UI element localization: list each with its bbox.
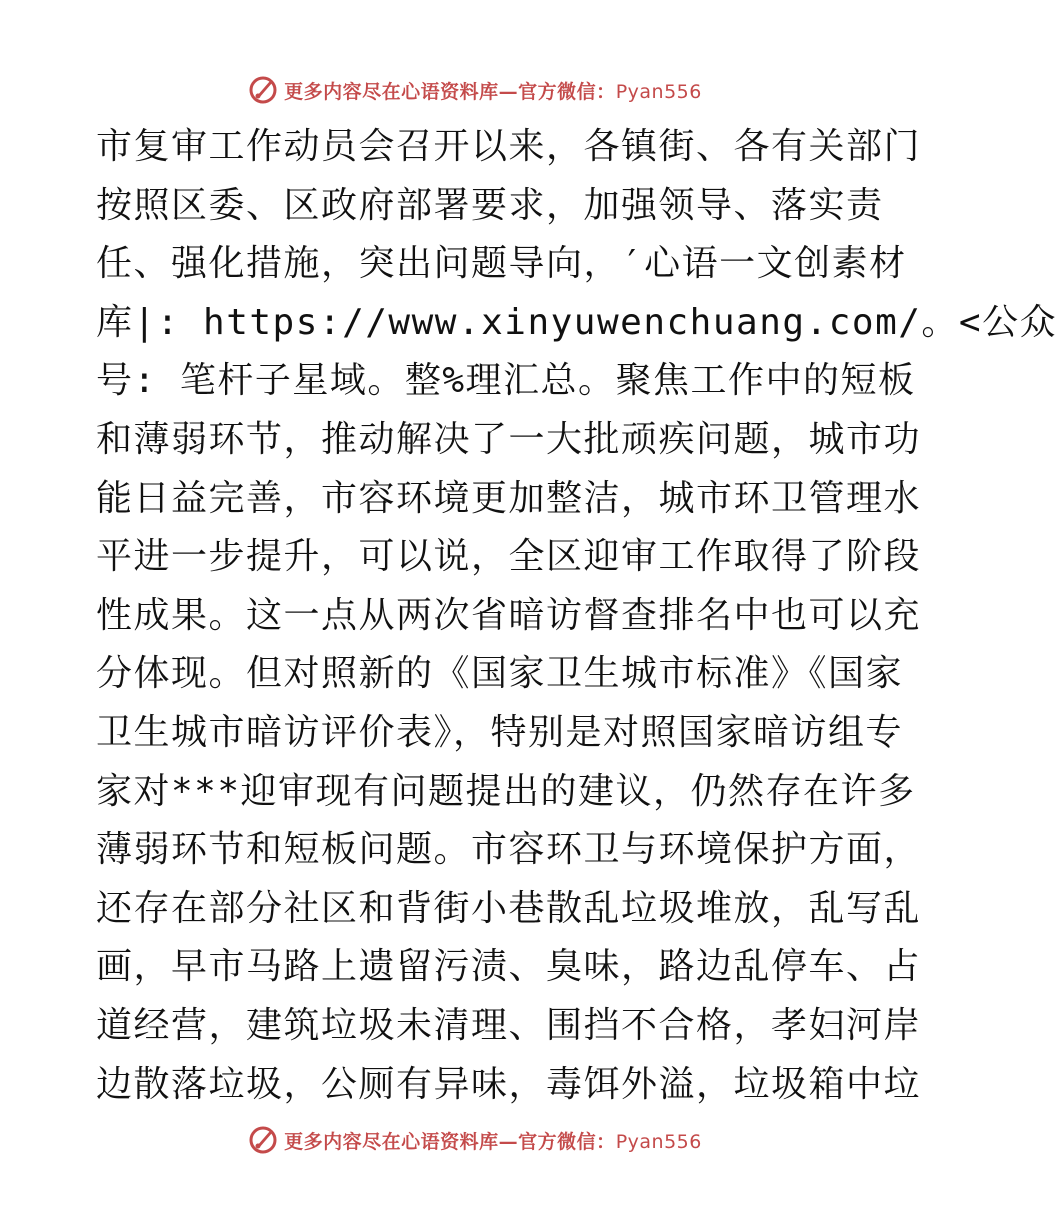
body-line: 边散落垃圾，公厕有异味，毒饵外溢，垃圾箱中垃: [96, 1063, 922, 1105]
brush-logo-icon: [248, 75, 278, 105]
body-line: 道经营，建筑垃圾未清理、围挡不合格，孝妇河岸: [96, 1004, 922, 1046]
header-banner-text: [284, 77, 702, 104]
body-line: 能日益完善，市容环境更加整洁，城市环卫管理水: [96, 477, 922, 519]
body-line: 薄弱环节和短板问题。市容环卫与环境保护方面，: [96, 829, 922, 871]
body-line: 性成果。这一点从两次省暗访督查排名中也可以充: [96, 594, 922, 636]
body-line: 市复审工作动员会召开以来，各镇街、各有关部门: [96, 126, 922, 167]
header-official-label: 官方微信：: [518, 80, 616, 103]
body-line: 卫生城市暗访评价表》，特别是对照国家暗访组专: [96, 711, 904, 753]
footer-banner: [0, 1120, 950, 1160]
footer-dash: —: [498, 1130, 519, 1153]
footer-official-label: 官方微信：: [518, 1130, 616, 1153]
header-dash: —: [498, 80, 519, 103]
header-banner: [0, 70, 950, 110]
body-line: 和薄弱环节，推动解决了一大批顽疾问题，城市功: [96, 418, 922, 460]
body-line: 还存在部分社区和背街小巷散乱垃圾堆放，乱写乱: [96, 887, 922, 929]
body-line: 号: 笔杆子星域。整%理汇总。聚焦工作中的短板: [96, 360, 916, 402]
footer-wechat-id: Pyan556: [615, 1130, 702, 1153]
document-body: [96, 118, 1057, 1114]
brush-logo-icon: [248, 1125, 278, 1155]
body-line: 家对***迎审现有问题提出的建议，仍然存在许多: [96, 770, 916, 812]
body-line: 分体现。但对照新的《国家卫生城市标准》《国家: [96, 653, 904, 695]
body-line: 平进一步提升，可以说，全区迎审工作取得了阶段: [96, 536, 922, 578]
header-wechat-id: Pyan556: [615, 80, 702, 103]
footer-banner-text: [284, 1127, 702, 1154]
footer-site-name: 更多内容尽在心语资料库: [284, 1130, 499, 1153]
body-line: 按照区委、区政府部署要求，加强领导、落实责: [96, 184, 884, 226]
body-line: 库|: https://www.xinyuwenchuang.com/。<公众: [96, 301, 1057, 343]
body-line: 任、强化措施，突出问题导向，′心语一文创素材: [96, 243, 907, 285]
body-line: 画，早市马路上遗留污渍、臭味，路边乱停车、占: [96, 946, 922, 988]
header-site-name: 更多内容尽在心语资料库: [284, 80, 499, 103]
